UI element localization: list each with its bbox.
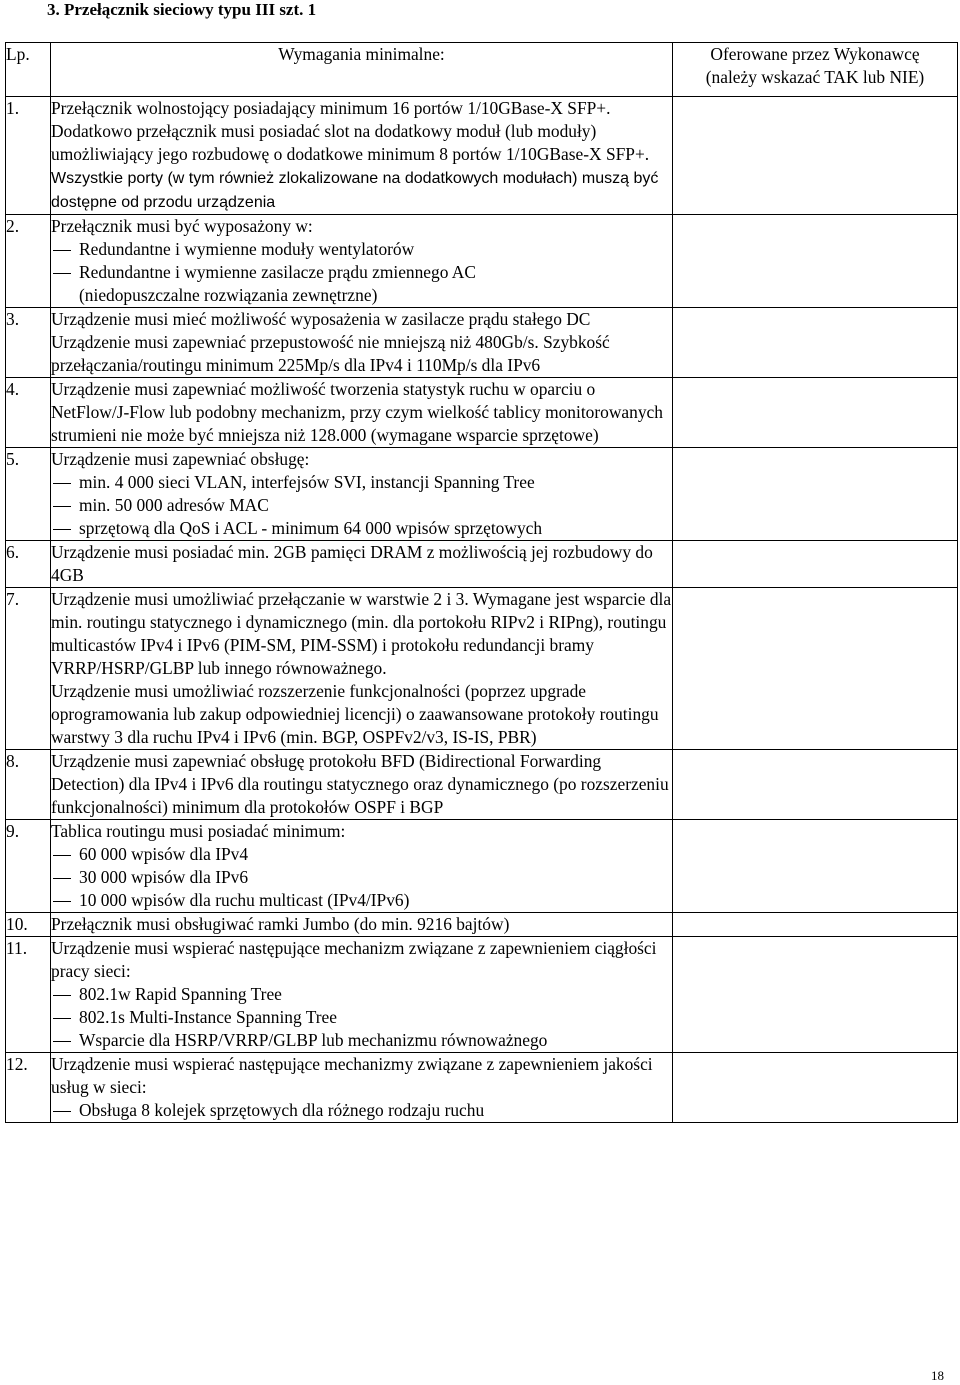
list-item: min. 50 000 adresów MAC bbox=[51, 494, 672, 517]
offer-cell[interactable] bbox=[673, 820, 958, 913]
dash-bullet-icon bbox=[51, 261, 79, 284]
row-number: 11. bbox=[6, 937, 51, 1053]
list-item: 10 000 wpisów dla ruchu multicast (IPv4/IPv6) bbox=[51, 889, 672, 912]
header-requirements: Wymagania minimalne: bbox=[51, 43, 673, 97]
dash-bullet-icon bbox=[51, 866, 79, 889]
row-requirement: Tablica routingu musi posiadać minimum: 60 000 wpisów dla IPv4 30 000 wpisów dla IPv6 10 000 wpisów dla ruchu multicast (IPv4/IPv6) bbox=[51, 820, 673, 913]
dash-bullet-icon bbox=[51, 1029, 79, 1052]
dash-bullet-icon bbox=[51, 517, 79, 540]
page-number: 18 bbox=[931, 1368, 944, 1383]
offer-cell[interactable] bbox=[673, 1053, 958, 1123]
row-requirement: Urządzenie musi umożliwiać przełączanie w warstwie 2 i 3. Wymagane jest wsparcie dla min. routingu statycznego i dynamicznego (min. dla portokołu RIPv2 i RIPng), routingu multicastów IPv4 i IPv6 (PIM-SM, PIM-SSM) i protokołu redundancji bramy VRRP/HSRP/GLBP lub innego równoważnego. Urządzenie musi umożliwiać rozszerzenie funkcjonalności (poprzez upgrade oprogramowania lub zakup odpowiedniej licencji) o zaawansowane protokoły routingu warstwy 3 dla ruchu IPv4 i IPv6 (min. BGP, OSPFv2/v3, IS-IS, PBR) bbox=[51, 588, 673, 750]
offer-cell[interactable] bbox=[673, 913, 958, 937]
row-number: 2. bbox=[6, 215, 51, 308]
list-item: sprzętową dla QoS i ACL - minimum 64 000 wpisów sprzętowych bbox=[51, 517, 672, 540]
header-lp: Lp. bbox=[6, 43, 51, 97]
row-number: 12. bbox=[6, 1053, 51, 1123]
dash-bullet-icon bbox=[51, 471, 79, 494]
row-number: 4. bbox=[6, 378, 51, 448]
dash-bullet-icon bbox=[51, 1006, 79, 1029]
table-row bbox=[6, 750, 958, 820]
list-item: Redundantne i wymienne zasilacze prądu zmiennego AC (niedopuszczalne rozwiązania zewnętrzne) bbox=[51, 261, 672, 307]
row-requirement: Przełącznik wolnostojący posiadający minimum 16 portów 1/10GBase-X SFP+. Dodatkowo przełącznik musi posiadać slot na dodatkowy moduł (lub moduły) umożliwiający jego rozbudowę o dodatkowe minimum 8 portów 1/10GBase-X SFP+. Wszystkie porty (w tym również zlokalizowane na dodatkowych modułach) muszą być dostępne od przodu urządzenia bbox=[51, 97, 673, 215]
header-offer: Oferowane przez Wykonawcę (należy wskazać TAK lub NIE) bbox=[673, 43, 958, 97]
row-number: 8. bbox=[6, 750, 51, 820]
row-number: 9. bbox=[6, 820, 51, 913]
table-row bbox=[6, 820, 958, 913]
row-number: 1. bbox=[6, 97, 51, 215]
offer-cell[interactable] bbox=[673, 97, 958, 215]
row-requirement: Przełącznik musi być wyposażony w: Redundantne i wymienne moduły wentylatorów Redundantne i wymienne zasilacze prądu zmiennego AC (niedopuszczalne rozwiązania zewnętrzne) bbox=[51, 215, 673, 308]
table-row bbox=[6, 1053, 958, 1123]
row-requirement: Urządzenie musi posiadać min. 2GB pamięci DRAM z możliwością jej rozbudowy do 4GB bbox=[51, 541, 673, 588]
offer-cell[interactable] bbox=[673, 750, 958, 820]
list-item: Redundantne i wymienne moduły wentylatorów bbox=[51, 238, 672, 261]
list-item: min. 4 000 sieci VLAN, interfejsów SVI, instancji Spanning Tree bbox=[51, 471, 672, 494]
table-header-row bbox=[6, 43, 958, 97]
row-requirement: Urządzenie musi mieć możliwość wyposażenia w zasilacze prądu stałego DC Urządzenie musi zapewniać przepustowość nie mniejszą niż 480Gb/s. Szybkość przełączania/routingu minimum 225Mp/s dla IPv4 i 110Mp/s dla IPv6 bbox=[51, 308, 673, 378]
offer-cell[interactable] bbox=[673, 308, 958, 378]
section-title: 3. Przełącznik sieciowy typu III szt. 1 bbox=[47, 0, 317, 19]
list-item: 802.1w Rapid Spanning Tree bbox=[51, 983, 672, 1006]
requirements-table bbox=[5, 42, 958, 1123]
row-requirement: Urządzenie musi wspierać następujące mechanizmy związane z zapewnieniem jakości usług w sieci: Obsługa 8 kolejek sprzętowych dla różnego rodzaju ruchu bbox=[51, 1053, 673, 1123]
row-requirement: Urządzenie musi zapewniać możliwość tworzenia statystyk ruchu w oparciu o NetFlow/J-Flow lub podobny mechanizm, przy czym wielkość tablicy monitorowanych strumieni nie może być mniejsza niż 128.000 (wymagane wsparcie sprzętowe) bbox=[51, 378, 673, 448]
offer-cell[interactable] bbox=[673, 588, 958, 750]
dash-bullet-icon bbox=[51, 889, 79, 912]
list-item: 60 000 wpisów dla IPv4 bbox=[51, 843, 672, 866]
offer-cell[interactable] bbox=[673, 937, 958, 1053]
list-item: 802.1s Multi-Instance Spanning Tree bbox=[51, 1006, 672, 1029]
row-number: 3. bbox=[6, 308, 51, 378]
table-row bbox=[6, 913, 958, 937]
list-item: 30 000 wpisów dla IPv6 bbox=[51, 866, 672, 889]
dash-bullet-icon bbox=[51, 238, 79, 261]
list-item: Obsługa 8 kolejek sprzętowych dla różnego rodzaju ruchu bbox=[51, 1099, 672, 1122]
list-item: Wsparcie dla HSRP/VRRP/GLBP lub mechanizmu równoważnego bbox=[51, 1029, 672, 1052]
row-requirement: Urządzenie musi zapewniać obsługę: min. 4 000 sieci VLAN, interfejsów SVI, instancji Spanning Tree min. 50 000 adresów MAC sprzętową dla QoS i ACL - minimum 64 000 wpisów sprzętowych bbox=[51, 448, 673, 541]
dash-bullet-icon bbox=[51, 494, 79, 517]
table-row bbox=[6, 97, 958, 215]
dash-bullet-icon bbox=[51, 843, 79, 866]
row-number: 6. bbox=[6, 541, 51, 588]
row-requirement: Urządzenie musi zapewniać obsługę protokołu BFD (Bidirectional Forwarding Detection) dla IPv4 i IPv6 dla routingu statycznego oraz dynamicznego (po rozszerzeniu funkcjonalności) minimum dla protokołów OSPF i BGP bbox=[51, 750, 673, 820]
table-row bbox=[6, 378, 958, 448]
row-requirement: Przełącznik musi obsługiwać ramki Jumbo (do min. 9216 bajtów) bbox=[51, 913, 673, 937]
offer-cell[interactable] bbox=[673, 215, 958, 308]
offer-cell[interactable] bbox=[673, 541, 958, 588]
row-number: 7. bbox=[6, 588, 51, 750]
offer-cell[interactable] bbox=[673, 448, 958, 541]
row-requirement: Urządzenie musi wspierać następujące mechanizm związane z zapewnieniem ciągłości pracy sieci: 802.1w Rapid Spanning Tree 802.1s Multi-Instance Spanning Tree Wsparcie dla HSRP/VRRP/GLBP lub mechanizmu równoważnego bbox=[51, 937, 673, 1053]
table-row bbox=[6, 215, 958, 308]
offer-cell[interactable] bbox=[673, 378, 958, 448]
dash-bullet-icon bbox=[51, 983, 79, 1006]
table-row bbox=[6, 541, 958, 588]
table-row bbox=[6, 588, 958, 750]
table-row bbox=[6, 448, 958, 541]
table-row bbox=[6, 937, 958, 1053]
table-row bbox=[6, 308, 958, 378]
row-number: 5. bbox=[6, 448, 51, 541]
dash-bullet-icon bbox=[51, 1099, 79, 1122]
row-number: 10. bbox=[6, 913, 51, 937]
